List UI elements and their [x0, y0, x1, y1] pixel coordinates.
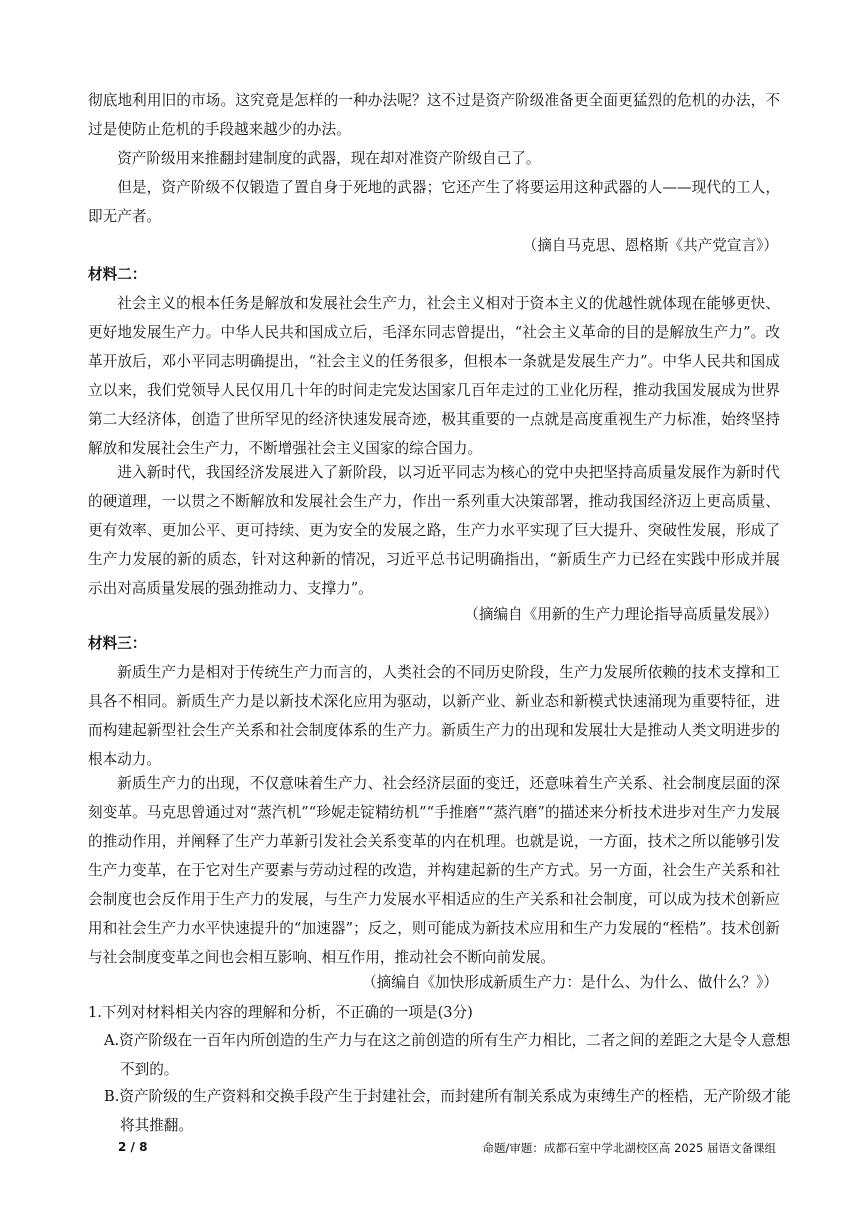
footer-credit: 命题/审题：成都石室中学北湖校区高 2025 届语文备课组: [482, 1141, 776, 1155]
material1-paragraph-1: 彻底地利用旧的市场。这究竟是怎样的一种办法呢？这不过是资产阶级准备更全面更猛烈的危机的办法，不过是使防止危机的手段越来越少的办法。: [88, 92, 780, 138]
material1-paragraph-2: 资产阶级用来推翻封建制度的武器，现在却对准资产阶级自己了。: [117, 150, 541, 167]
material2-source: （摘编自《用新的生产力理论指导高质量发展》）: [464, 606, 778, 623]
question-1: 1.下列对材料相关内容的理解和分析，不正确的一项是(3分): [88, 1004, 473, 1021]
material2-paragraph-1: 社会主义的根本任务是解放和发展社会生产力，社会主义相对于资本主义的优越性就体现在能够更快、更好地发展生产力。中华人民共和国成立后，毛泽东同志曾提出，“社会主义革命的目的是解放生产力”。改革开放后，邓小平同志明确提出，“社会主义的任务很多，但根本一条就是发展生产力”。中华人民共和国成立以来，我们党领导人民仅用几十年的时间走完发达国家几百年走过的工业化历程，推动我国发展成为世界第二大经济体，创造了世所罕见的经济快速发展奇迹，极其重要的一点就是高度重视生产力标准，始终坚持解放和发展社会生产力，不断增强社会主义国家的综合国力。: [88, 295, 780, 457]
material3-source: （摘编自《加快形成新质生产力：是什么、为什么、做什么？》）: [362, 974, 778, 991]
material3-paragraph-2: 新质生产力的出现，不仅意味着生产力、社会经济层面的变迁，还意味着生产关系、社会制度层面的深刻变革。马克思曾通过对“蒸汽机”“珍妮走锭精纺机”“手推磨”“蒸汽磨”的描述来分析技术进步对生产力发展的推动作用，并阐释了生产力革新引发社会关系变革的内在机理。也就是说，一方面，技术之所以能够引发生产力变革，在于它对生产要素与劳动过程的改造，并构建起新的生产方式。另一方面，社会生产关系和社会制度也会反作用于生产力的发展，与生产力发展水平相适应的生产关系和社会制度，可以成为技术创新应用和社会生产力水平快速提升的“加速器”；反之，则可能成为新技术应用和生产力发展的“桎梏”。技术创新与社会制度变革之间也会相互影响、相互作用，推动社会不断向前发展。: [88, 775, 780, 966]
material3-paragraph-1: 新质生产力是相对于传统生产力而言的，人类社会的不同历史阶段，生产力发展所依赖的技术支撑和工具各不相同。新质生产力是以新技术深化应用为驱动，以新产业、新业态和新模式快速涌现为重要特征，进而构建起新型社会生产关系和社会制度体系的生产力。新质生产力的出现和发展壮大是推动人类文明进步的根本动力。: [88, 664, 780, 768]
option-b: B.资产阶级的生产资料和交换手段产生于封建社会，而封建所有制关系成为束缚生产的桎梏，无产阶级才能将其推翻。: [104, 1088, 791, 1134]
material1-source: （摘自马克思、恩格斯《共产党宣言》）: [522, 237, 778, 254]
material2-heading: 材料二：: [88, 266, 147, 283]
material1-paragraph-3: 但是，资产阶级不仅锻造了置自身于死地的武器；它还产生了将要运用这种武器的人——现代的工人，即无产者。: [88, 179, 780, 225]
material2-paragraph-2: 进入新时代，我国经济发展进入了新阶段，以习近平同志为核心的党中央把坚持高质量发展作为新时代的硬道理，一以贯之不断解放和发展社会生产力，作出一系列重大决策部署，推动我国经济迈上更高质量、更有效率、更加公平、更可持续、更为安全的发展之路，生产力水平实现了巨大提升、突破性发展，形成了生产力发展的新的质态，针对这种新的情况，习近平总书记明确指出，“新质生产力已经在实践中形成并展示出对高质量发展的强劲推动力、支撑力”。: [88, 464, 780, 597]
material3-heading: 材料三：: [88, 635, 147, 652]
page-number: 2 / 8: [118, 1140, 148, 1154]
option-a: A.资产阶级在一百年内所创造的生产力与在这之前创造的所有生产力相比，二者之间的差距之大是令人意想不到的。: [104, 1032, 791, 1078]
